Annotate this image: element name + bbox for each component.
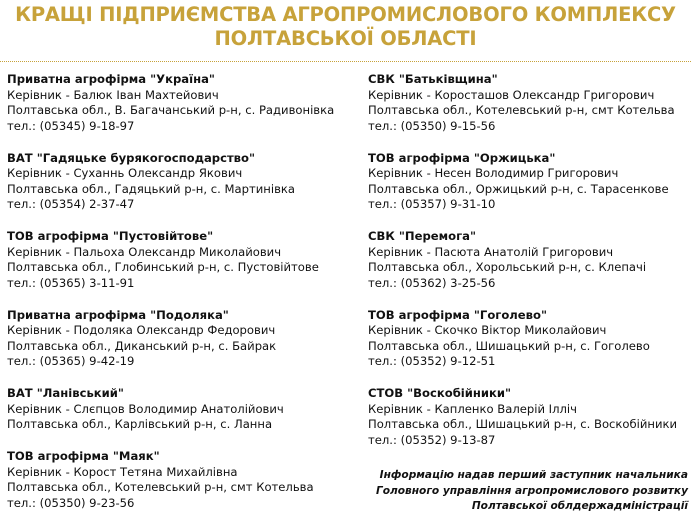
- company-entry: [368, 72, 691, 134]
- company-entry: [368, 229, 691, 291]
- company-entry: [7, 308, 357, 370]
- company-name: ТОВ агрофірма "Пустовійтове": [7, 229, 214, 243]
- source-note-line-1: Інформацію надав перший заступник начальника: [379, 469, 688, 481]
- source-note-line-2: Головного управління агропромислового розвитку: [375, 484, 688, 497]
- company-head: Керівник - Капленко Валерій Ілліч: [368, 401, 577, 416]
- company-entry: [7, 386, 357, 433]
- company-entry: [368, 386, 691, 448]
- company-entry: [7, 449, 357, 511]
- company-name: Приватна агрофірма "Подоляка": [7, 307, 229, 322]
- company-address: Полтавська обл., Диканський р-н, с. Байрак: [7, 338, 277, 353]
- company-phone: тел.: (05365) 9-42-19: [7, 354, 135, 368]
- company-name: ВАТ "Гадяцьке бурякогосподарство": [7, 150, 256, 165]
- company-phone: тел.: (05350) 9-23-56: [7, 495, 135, 510]
- company-name: СТОВ "Воскобійники": [368, 386, 512, 400]
- company-head: Керівник - Суханнь Олександр Якович: [7, 166, 243, 180]
- company-name: ВАТ "Ланівський": [7, 386, 124, 400]
- company-name: СВК "Батьківщина": [368, 72, 498, 86]
- company-head: Керівник - Несен Володимир Григорович: [368, 166, 619, 180]
- company-phone: тел.: (05345) 9-18-97: [7, 118, 135, 133]
- company-head: Керівник - Балюк Іван Махтейович: [7, 87, 219, 102]
- company-address: Полтавська обл., Оржицький р-н, с. Тарасенкове: [368, 181, 669, 196]
- company-phone: тел.: (05350) 9-15-56: [368, 118, 496, 133]
- company-address: Полтавська обл., Гадяцький р-н, с. Мартинівка: [7, 181, 296, 196]
- company-head: Керівник - Подоляка Олександр Федорович: [7, 323, 276, 337]
- title-divider: [0, 61, 691, 62]
- company-phone: тел.: (05357) 9-31-10: [368, 197, 496, 211]
- company-head: Керівник - Корост Тетяна Михайлівна: [7, 464, 238, 479]
- company-phone: тел.: (05352) 9-13-87: [368, 432, 496, 447]
- company-entry: [7, 151, 357, 213]
- company-entry: [368, 308, 691, 370]
- company-name: СВК "Перемога": [368, 229, 476, 243]
- company-address: Полтавська обл., В. Багачанський р-н, с. Радивонівка: [7, 103, 335, 117]
- company-name: ТОВ агрофірма "Гоголево": [368, 307, 548, 322]
- company-head: Керівник - Коросташов Олександр Григорович: [368, 87, 655, 102]
- company-name: ТОВ агрофірма "Оржицька": [368, 150, 556, 165]
- company-address: Полтавська обл., Котелевський р-н, смт Котельва: [7, 480, 314, 494]
- company-address: Полтавська обл., Котелевський р-н, смт Котельва: [368, 103, 675, 117]
- company-address: Полтавська обл., Шишацький р-н, с. Воскобійники: [368, 417, 678, 431]
- company-name: Приватна агрофірма "Україна": [7, 72, 215, 86]
- company-phone: тел.: (05352) 9-12-51: [368, 354, 496, 368]
- page-title: [0, 3, 691, 51]
- company-name: ТОВ агрофірма "Маяк": [7, 449, 160, 463]
- left-column: [7, 72, 357, 528]
- company-address: Полтавська обл., Шишацький р-н, с. Гоголево: [368, 338, 650, 353]
- company-entry: [368, 151, 691, 213]
- company-head: Керівник - Скочко Віктор Миколайович: [368, 323, 607, 337]
- company-address: Полтавська обл., Карлівський р-н, с. Ланна: [7, 417, 273, 431]
- company-head: Керівник - Слєпцов Володимир Анатолійович: [7, 401, 284, 416]
- source-note: [368, 468, 688, 515]
- right-column: [368, 72, 691, 465]
- source-note-line-3: Полтавської облдержадміністрації: [471, 500, 688, 512]
- company-phone: тел.: (05365) 3-11-91: [7, 275, 135, 290]
- page-title-line-1: КРАЩІ ПІДПРИЄМСТВА АГРОПРОМИСЛОВОГО КОМПЛЕКСУ: [15, 3, 676, 26]
- company-head: Керівник - Пальоха Олександр Миколайович: [7, 244, 282, 259]
- company-phone: тел.: (05362) 3-25-56: [368, 275, 496, 290]
- company-address: Полтавська обл., Хорольський р-н, с. Клепачі: [368, 260, 647, 274]
- company-address: Полтавська обл., Глобинський р-н, с. Пустовійтове: [7, 260, 319, 274]
- page-title-line-2: ПОЛТАВСЬКОЇ ОБЛАСТІ: [214, 27, 477, 50]
- company-phone: тел.: (05354) 2-37-47: [7, 197, 135, 211]
- company-head: Керівник - Пасюта Анатолій Григорович: [368, 244, 614, 259]
- company-entry: [7, 229, 357, 291]
- company-entry: [7, 72, 357, 134]
